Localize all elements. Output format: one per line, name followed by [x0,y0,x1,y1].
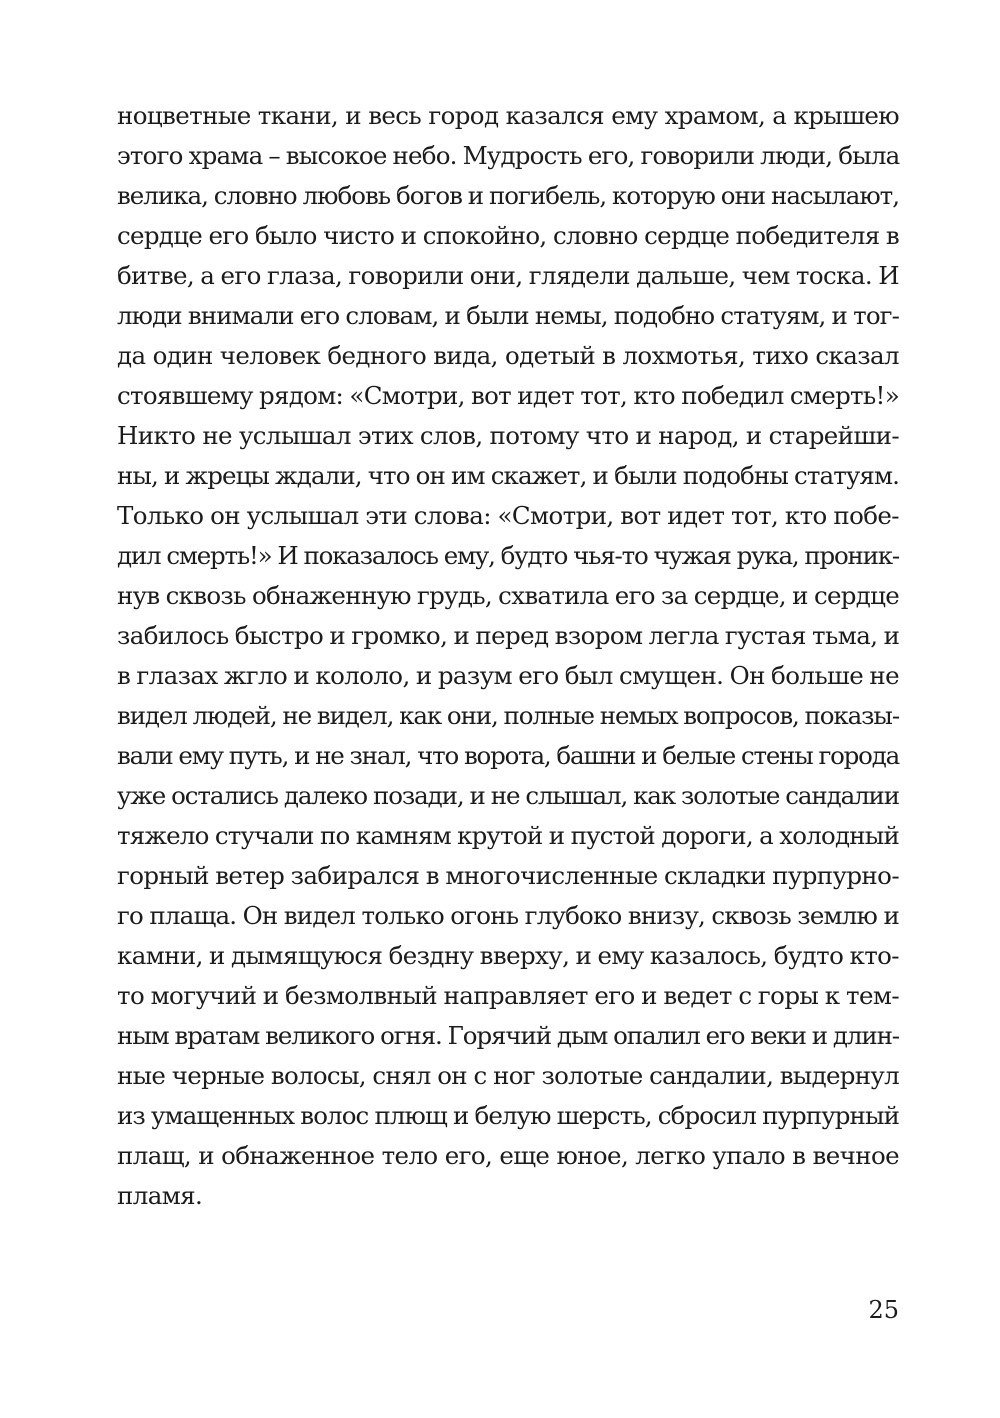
text-line: ным вратам великого огня. Горячий дым опалил его веки и длин- [117,1021,899,1050]
text-line: дил смерть!» И показалось ему, будто чья-то чужая рука, проник- [117,541,899,570]
text-line: да один человек бедного вида, одетый в лохмотья, тихо сказал [117,341,899,370]
text-line: камни, и дымящуюся бездну вверху, и ему казалось, будто кто- [117,941,899,970]
text-line: в глазах жгло и кололо, и разум его был смущен. Он больше не [117,661,899,690]
page-number: 25 [868,1296,899,1324]
text-line: нув сквозь обнаженную грудь, схватила его за сердце, и сердце [117,581,899,610]
text-line: горный ветер забирался в многочисленные складки пурпурно- [117,861,899,890]
text-line: видел людей, не видел, как они, полные немых вопросов, показы- [117,701,899,730]
text-line: Никто не услышал этих слов, потому что и народ, и старейши- [117,421,899,450]
text-line: тяжело стучали по камням крутой и пустой дороги, а холодный [117,821,899,850]
text-line: из умащенных волос плющ и белую шерсть, сбросил пурпурный [117,1101,899,1130]
text-line: битве, а его глаза, говорили они, глядели дальше, чем тоска. И [117,261,899,290]
text-line: стоявшему рядом: «Смотри, вот идет тот, кто победил смерть!» [117,381,899,410]
text-line: люди внимали его словам, и были немы, подобно статуям, и тог- [117,301,899,330]
text-line: ные черные волосы, снял он с ног золотые сандалии, выдернул [117,1061,899,1090]
text-line: велика, словно любовь богов и погибель, которую они насылают, [117,181,899,210]
text-line: плащ, и обнаженное тело его, еще юное, легко упало в вечное [117,1141,899,1170]
text-line: вали ему путь, и не знал, что ворота, башни и белые стены города [117,741,899,770]
text-line: пламя. [117,1181,203,1210]
text-line: забилось быстро и громко, и перед взором легла густая тьма, и [117,621,900,650]
text-line: Только он услышал эти слова: «Смотри, вот идет тот, кто побе- [117,501,899,530]
text-line: ноцветные ткани, и весь город казался ему храмом, а крышею [117,101,899,130]
text-line: го плаща. Он видел только огонь глубоко внизу, сквозь землю и [117,901,899,930]
body-text [117,96,899,1216]
text-line: уже остались далеко позади, и не слышал, как золотые сандалии [117,781,899,810]
text-line: этого храма – высокое небо. Мудрость его, говорили люди, была [117,141,900,170]
text-line: то могучий и безмолвный направляет его и ведет с горы к тем- [117,981,899,1010]
text-line: ны, и жрецы ждали, что он им скажет, и были подобны статуям. [117,461,899,490]
text-line: сердце его было чисто и спокойно, словно сердце победителя в [117,221,899,250]
